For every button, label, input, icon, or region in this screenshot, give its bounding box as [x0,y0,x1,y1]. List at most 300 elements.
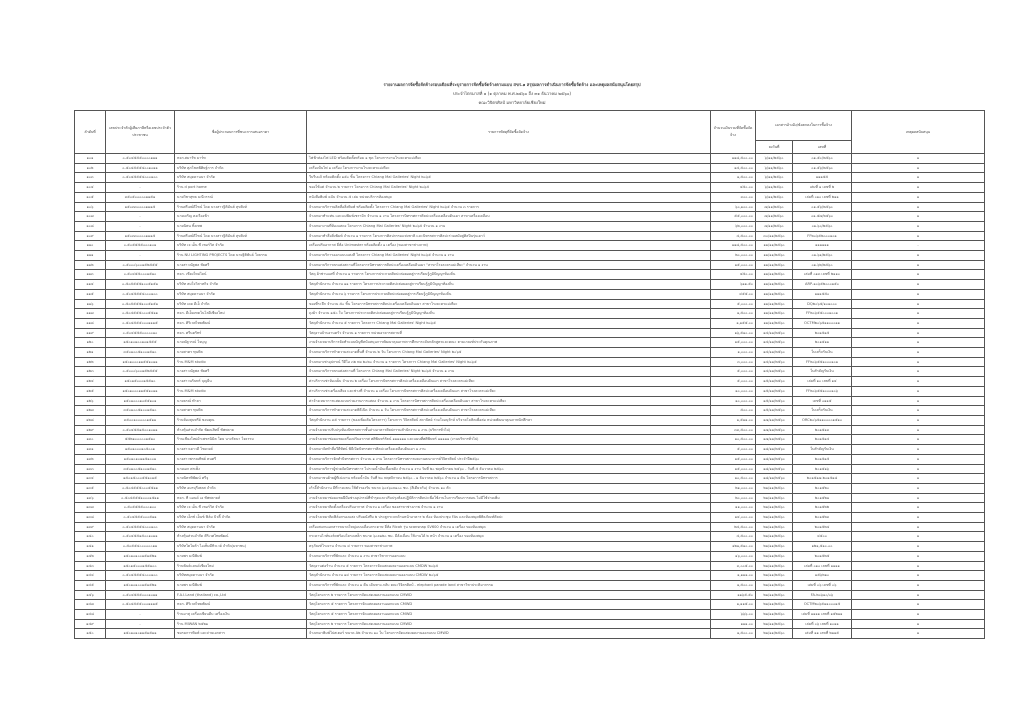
row-items: จ้างเหมาบริการออกแบบแสงสี โครงการ Chiang Mai Galleries' Night ๒๐๖๕ จำนวน ๑ งาน [307,251,711,261]
row-vendor: F.A.I.Land (thailand) co.,Ltd [175,590,307,600]
row-vendor: หจก. ศรีนคริทร์ [175,328,307,338]
row-amount: ๑,๐๐๐.๐๐ [711,348,756,358]
row-date: ๒๑/๑๑/๒๕๖๐ [756,580,793,590]
row-seq: ๑๓๗ [75,503,106,513]
row-vendor: นายพร มณีพิมพ์ [175,551,307,561]
table-row [75,610,985,620]
row-seq: ๑๒๓ [75,367,106,377]
row-seq: ๑๑๑ [75,251,106,261]
table-row [75,474,985,484]
row-reason: ๑ [852,357,985,367]
row-seq: ๑๓๖ [75,493,106,503]
row-items: ไฟฟ้าส่องไฟ LED พร้อมติดตั้งพร้อม ๑ ชุด โครงการงานโรงละครแม่เหียะ [307,154,711,164]
report-title-block [0,80,1024,107]
row-amount: ๓,๐๐๕.๐๐ [711,561,756,571]
row-items: วัสดุสำนักงาน ๓๕ รายการ (ของเพิ่มเติมโครงการ) โครงการ วิจิตรศิลป์ สถาปัตย์ ร่วมใจอนุรักษ์ บริจาคโลหิตเพื่อต่อ หน่วยพัฒนาคุณภาพนักศึกษา [307,415,711,425]
row-items: จ้างเหมาบริการผู้ช่วยจัดนิทรรศการ ไม่รวมน้ำมันเชื้อเพลิง จำนวน ๑ งาน วันที่ ๒๐ พฤศจิกายน ๒๕๖๐ - วันที่ ๕ ธันวาคม ๒๕๖๐ [307,464,711,474]
row-date: ๑๕/๑๑/๒๕๖๐ [756,377,793,387]
row-number: เล่มที่ ๐๖ เลขที่ ๐๖ [793,580,852,590]
report-period: ประจำไตรมาสที่ ๑ (๑ ตุลาคม พ.ศ.๒๕๖๐ ถึง ๓๑ ธันวาคม ๒๕๖๐) [452,91,572,96]
table-row [75,280,985,290]
row-reason: ๑ [852,231,985,241]
row-amount: ๖๖๖.๐๐ [711,610,756,620]
row-number: ๒๐๑๕๑๔ [793,435,852,445]
row-reason: ๑ [852,513,985,523]
row-items: ค่าบริการเช่าห้องเย็บ จำนวน ๒ เครื่อง โครงการนิทรรศการศิลปะเครื่องเคลือบดินเผา สาขาโรงละครแม่เหียะ [307,377,711,387]
row-items: จ้างเหมาบริการจัดทำนิทรรศการ จำนวน ๑ งาน โครงการนิทรรศการผลงานคณาจารย์วิจิตรศิลป์ ประจำปี๒๕๖๐ [307,454,711,464]
row-items: วีบรีบแจ้ พร้อมติดตั้ง ๑๕๐ ชิ้น โครงการ Chiang Mai Galleries' Night ๒๐๖๕ [307,173,711,183]
row-seq: ๑๐๘ [75,221,106,231]
row-reason: ๑ [852,318,985,328]
row-number: เล่มที่ ๐๖ เลขที่ ๑๐๑๑ [793,619,852,629]
row-items: จ้างเหมาทำสื่อสิ่งพิมพ์ จำนวน ๑ รายการ โครงการศิลปกรรมแห่งชาติ และนิทรรศการศิลปะร่วมสมัยสู่ศิลปินรุ่นเยาว์ [307,231,711,241]
row-amount: ๑,๕๐๐.๐๐ [711,173,756,183]
row-number: ใบเสร็จรับเงิน [793,348,852,358]
row-reason: ๑ [852,386,985,396]
row-vendor: นายธรณ์ ทำลา [175,396,307,406]
row-number: ๑๑๑๕๕ [793,173,852,183]
row-seq: ๑๔๖ [75,590,106,600]
row-date: ๑๑/๑๑/๒๕๖๐ [756,280,793,290]
row-tax-id: ๐-๕๐๕๕๕๕๐๐๐๑๐๑ [106,241,175,251]
row-vendor: หจก. ศิริเวศไทยพัฒน์ [175,318,307,328]
table-row [75,551,985,561]
row-amount: ๑,๕๑๑.๐๐ [711,415,756,425]
row-number: ๒๐๑๕๑๑ [793,338,852,348]
table-row [75,454,985,464]
row-tax-id: ๐-๕๐๔๕๕๕๔๐๐๐๑๐๐ [106,289,175,299]
row-reason: ๑ [852,367,985,377]
row-seq: ๑๐๑ [75,154,106,164]
header-items: รายการพัสดุที่จัดซื้อจัดจ้าง [307,111,711,154]
row-reason: ๑ [852,493,985,503]
table-row [75,406,985,416]
row-reason: ๑ [852,260,985,270]
report-title: รายงานผลการจัดซื้อจัดจ้างรอบเดือนที่ระบุรายการจัดซื้อจัดจ้างตามแบบ สขร.๑ สรุปผลการดำเนินการจัดซื้อจัดจ้าง และเหตุผลสนับสนุนโดยสรุป [383,82,641,87]
row-seq: ๑๐๔ [75,183,106,193]
row-number: FF๒๐๖๕๒๐๐๐๑๐๑ [793,231,852,241]
row-vendor: ร้าน NU LIGHTING PROJECTS โดย นายฐิติพันธ์ ใจธรรม [175,251,307,261]
row-date: ๗/๑๑/๒๕๖๐ [756,221,793,231]
row-tax-id: ๑๕๐๑๕๐๐๐๑๕๕๑๐ [106,377,175,387]
table-row [75,532,985,542]
row-date: ๑๕/๑๑/๒๕๖๐ [756,406,793,416]
row-items: วัสดุสำนักงาน จำนวน ๑๑ รายการ โครงการประกวดศิลปะต่อยอดสู่การเรียนรู้ภูมิปัญญาท้องถิ่น [307,280,711,290]
row-seq: ๑๒๐ [75,338,106,348]
row-reason: ๑ [852,454,985,464]
row-items: จ้างเหมาพิมพ์โปสเตอร์ ขนาด A๒ จำนวน ๑๐ ใบ โครงการจัดแสดงผลงานออกแบบ CMWD [307,629,711,639]
row-vendor: นางสาวณัฐพล ชัยศรี [175,367,307,377]
table-row [75,241,985,251]
row-date: ๖/๑๑/๒๕๖๐ [756,163,793,173]
row-date: ๑๘/๑๑/๒๕๖๐ [756,454,793,464]
row-seq: ๑๓๙ [75,522,106,532]
row-vendor: นายสาคร ทุนพิล [175,406,307,416]
row-number: DQ๒๐๖๕/๑๐๑๐๐๐ [793,299,852,309]
row-tax-id: - [106,183,175,193]
table-row [75,590,985,600]
row-seq: ๑๓๔ [75,474,106,484]
row-date: ๖/๑๑/๒๕๖๐ [756,154,793,164]
row-vendor: ห้างหุ้นส่วนจำกัด ศิริเวศไทยพัฒน์ [175,532,307,542]
row-amount: ๑๒๑,๕๑๐.๐๐ [711,542,756,552]
row-date: ๓๐/๑๑/๒๕๖๐ [756,231,793,241]
row-number: ๒๐๑๕๒๐ [793,483,852,493]
table-row [75,154,985,164]
row-tax-id: ๕๕๒๑๐๐๐๐๐๑๕๑๐ [106,435,175,445]
table-row [75,212,985,222]
row-amount: ๕,๐๐๐.๐๐ [711,377,756,387]
table-row [75,445,985,455]
row-seq: ๑๐๖ [75,202,106,212]
row-items: งานจ้างเหมาซ่อมแซมฝีมือช่างอุปกรณ์ที่ชำรุดและปรับปรุงห้องปฏิบัติการศิลปะเพื่อใช้งานในการเรียนการสอน ไม่มีใช้จ่ายเพิ่ม [307,493,711,503]
row-seq: ๑๔๒ [75,551,106,561]
header-seq: ลำดับที่ [75,111,106,154]
row-amount: ๕๕,๐๐๐.๐๐ [711,212,756,222]
row-items: จ้างเหมาบริการทำความสะอาดพื้นที่ จำนวน ๒ วัน โครงการ Chiang Mai Galleries' Night ๒๐๖๕ [307,348,711,358]
row-vendor: นายพร มณีพิมพ์ [175,580,307,590]
row-tax-id: ๐-๕๐๔๕๕๐๐๐๑๕๑๐ [106,270,175,280]
row-number: ๒๐๑๕๑๕ [793,328,852,338]
row-seq: ๑๒๘ [75,415,106,425]
row-amount: ๒๑,๐๐๐.๐๐ [711,483,756,493]
row-number: เล่มที่ ๐๑๓ เลขที่ ๒๑๑๐ [793,270,852,280]
procurement-table [74,110,985,639]
table-row [75,221,985,231]
row-number: FA-๒๐๖๑๐/๐๖ [793,590,852,600]
row-vendor: นางสาวณัฐพล ชัยศรี [175,260,307,270]
row-amount: ๓๐๐.๐๐ [711,192,756,202]
table-row [75,483,985,493]
row-date: ๒๑/๑๑/๒๕๖๐ [756,483,793,493]
row-amount: ๑,๕๐๐.๐๐ [711,580,756,590]
table-row [75,435,985,445]
row-vendor: ร้านเชียงใหม่ผ้าเพชรนิมิต โดย นางรัตนา ใจธรรม [175,435,307,445]
row-vendor: นายนิตรพิพัฒน์ ศรีจุ [175,474,307,484]
table-row [75,163,985,173]
row-items: กระดานไวท์บอร์ดพร้อมโครงเหล็ก ขนาด ๖๐x๑๒๐ ซม. มีล้อเลื่อน ใช้งานได้ ๒ หน้า จำนวน ๑ เครื่อง ของห้องสมุด [307,532,711,542]
row-amount: ๑๑,๐๐๐.๐๐ [711,503,756,513]
row-reason: ๑ [852,464,985,474]
row-amount: ๑๑๘,๕๐๐.๐๐ [711,154,756,164]
row-tax-id: ๐-๕๐๔๕๕๕๐๐๐๕๕๑๑ [106,309,175,319]
row-date: ๒๑/๑๑/๒๕๖๐ [756,532,793,542]
row-seq: ๑๑๓ [75,270,106,280]
row-number: FF๒๐๖๕๕๑๐๐๐๑๐๖ [793,386,852,396]
row-date: ๒๑/๑๑/๒๕๖๐ [756,513,793,523]
row-seq: ๑๑๕ [75,289,106,299]
row-vendor: บริษัทสมุดดานนา จำกัด [175,571,307,581]
row-number: ๒๐๑๕๒๔ [793,522,852,532]
row-items: จ้างเหมาจัดทำสื่อวีดีทัศน์ พิธีเปิดนิทรรศการศิลปะเครื่องเคลือบดินเผา ๑ งาน [307,445,711,455]
row-reason: ๑ [852,221,985,231]
table-row [75,260,985,270]
row-tax-id: ๓๕๐๑๐๐๕๑๐๐๑๕๑๐ [106,406,175,416]
row-date: ๒๑/๑๑/๒๕๖๐ [756,610,793,620]
table-row [75,318,985,328]
row-seq: ๑๒๔ [75,377,106,387]
row-vendor: ร้านห้องสุนทรีย์ ขอบคุณ [175,415,307,425]
row-date: ๖/๑๑/๒๕๖๐ [756,192,793,202]
header-number: เลขที่ [793,141,852,154]
row-amount: ๔๕๕.๐๐ [711,289,756,299]
row-items: ของใช้แต่ จำนวน ๒ รายการ โครงการ Chiang Mai Galleries' Night ๒๐๖๕ [307,183,711,193]
row-vendor: หจก.สมารัช มาร์ท [175,154,307,164]
row-items: ครุภัณฑ์โรงงาน จำนวน ๔ รายการ ของสาขาช่างภาพ [307,542,711,552]
row-tax-id: ๑๕๐๑๐๑๐๐๑๕๑๕๒๑ [106,551,175,561]
row-number: ORC๒๐๖๕๑๑๐๐๐๐๑๕๑๐ [793,415,852,425]
row-reason: ๑ [852,163,985,173]
row-reason: ๑ [852,483,985,493]
row-date: ๒๑/๑๑/๒๕๖๐ [756,503,793,513]
row-tax-id: - [106,251,175,261]
row-amount: ๑๕,๐๐๐.๐๐ [711,260,756,270]
row-amount: ๑๕,๐๐๐.๐๐ [711,338,756,348]
row-items: ของที่ระลึก จำนวน ๕๐ ชิ้น โครงการนิทรรศการศิลปะเครื่องเคลือบดินเผา สาขาโรงละครแม่เหียะ [307,299,711,309]
row-amount: ๕,๐๐๐.๐๐ [711,445,756,455]
row-seq: ๑๑๖ [75,299,106,309]
row-amount: ๔๕๐.๐๐ [711,270,756,280]
row-reason: ๑ [852,619,985,629]
row-date: ๑๗/๑๑/๒๕๖๐ [756,425,793,435]
row-vendor: นางสาวพรรณทิพย์ ตนศรี [175,454,307,464]
row-number: ๒๐๑๕๒๑ [793,493,852,503]
row-reason: ๑ [852,289,985,299]
row-tax-id: ๓๕๐๕๐๐๐๐๐๑๑๕๑ [106,192,175,202]
row-items: จ้างเหมาบริการตกแต่งสถานที่โครงการนิทรรศการศิลปะเครื่องเคลือบดินเผา "สาขาโรงละครแม่เหียะ" จำนวน ๑ งาน [307,260,711,270]
row-items: เครื่องสแกนเอกสารขนาดใหญ่แบบเลื่อนกระดาษ ยี่ห้อ Ricoh รุ่น scansnap SV600 จำนวน ๑ เครื่อง ของห้องสมุด [307,522,711,532]
row-vendor: บริษัท สมุดดานนา จำกัด [175,289,307,299]
row-amount: ๑๔,๕๐๐.๐๐ [711,163,756,173]
row-number: ใบสำคัญรับเงิน [793,367,852,377]
row-date: ๑๔/๑๑/๒๕๖๐ [756,338,793,348]
row-tax-id: - [106,610,175,620]
row-items: วัสดุงานบ้านงานครัว จำนวน ๑ รายการ หน่วยอาคารสถานที่ [307,328,711,338]
row-date: ๑๑/๑๑/๒๕๖๐ [756,318,793,328]
table-row [75,338,985,348]
row-reason: ๑ [852,610,985,620]
row-amount: ๑๕,๐๐๐.๐๐ [711,454,756,464]
row-vendor: บริษัท เจ เอ็น ซี เซอร์วิส จำกัด [175,503,307,513]
row-items: วัสดุสำนักงาน จำนวน ๖ รายการ โครงการประกวดศิลปะต่อยอดสู่การเรียนรู้ภูมิปัญญาท้องถิ่น [307,289,711,299]
row-seq: ๑๒๗ [75,406,106,416]
row-items: ค่าบริการเช่าเครื่องเสียง และช่างที่ จำนวน ๑ เครื่อง โครงการนิทรรศการศิลปะเครื่องเคลือบดินเผา สาขาโรงละครแม่เหียะ [307,386,711,396]
row-items: จ้างเหมาบริการที่พักและ จำนวน ๑ คืน เดินทาง-กลับ คณะวิจิตรศิลป์ - elephant parade land สาขาวิชาประติมากรรม [307,580,711,590]
row-reason: - [852,241,985,251]
row-items: งานจ้างเหมาบริการจัดทำแบบบัญชีสนับสนุนการพัฒนาคุณภาพการศึกษาระดับหลักสูตรและคณะ ตามเกณฑ์ประกันคุณภาพ [307,338,711,348]
table-row [75,522,985,532]
row-tax-id: ๑๕๐๑๐๑๐๐๑๕๑๕๒๑ [106,580,175,590]
row-items: วัสดุโครงการ ๕ รายการ โครงการจัดแสดงผลงานออกแบบ CMWD [307,600,711,610]
table-row [75,415,985,425]
row-amount: ๒๐,๐๐๐.๐๐ [711,251,756,261]
row-date: ๒๑/๑๑/๒๕๖๐ [756,493,793,503]
row-number: ๒๐๑๕๑๗-๒๐๑๕๑๘ [793,474,852,484]
row-tax-id: ๓๕๐๑๐๐๕๑๐๐๑๕๑๐ [106,464,175,474]
row-reason: ๑ [852,183,985,193]
row-seq: ๑๒๖ [75,396,106,406]
row-number: เล่มที่ ๐๑๐ เลขที่ ๑๑๑๑ [793,561,852,571]
row-seq: ๑๔๘ [75,610,106,620]
row-number: เล่มที่ ๐๑๐ เลขที่ ๒๑๑ [793,192,852,202]
row-amount: ๒๐,๐๐๐.๐๐ [711,493,756,503]
row-date: ๒๑/๑๑/๒๕๖๐ [756,561,793,571]
row-seq: ๑๒๕ [75,386,106,396]
header-reason: เหตุผลสนับสนุน [852,111,985,154]
row-number: ๑๑๑๕๕๐ [793,289,852,299]
row-number: ๑๒๑,๕๑๐.๐๐ [793,542,852,552]
row-date: ๑๕/๑๑/๒๕๖๐ [756,396,793,406]
row-amount: ๖๒,๐๐๐.๐๐ [711,221,756,231]
row-date: ๑๑/๑๑/๒๕๖๐ [756,270,793,280]
table-row [75,619,985,629]
table-row [75,270,985,280]
table-row [75,183,985,193]
row-amount: ๑๐,๕๐๐.๐๐ [711,435,756,445]
table-row [75,173,985,183]
row-tax-id: ๐-๕๐๕๕๕๕๑๐๐๕๑๕๑ [106,299,175,309]
row-items: จ้างเหมาบริการตกแต่งสถานที่ โครงการ Chiang Mai Galleries' Night ๒๐๖๕ จำนวน ๑ งาน [307,367,711,377]
row-amount: ๖๑๑.๕๐ [711,280,756,290]
table-row [75,202,985,212]
row-tax-id: ๐-๕๐๔๕๕๑๕๐๐๑๐๑๑ [106,532,175,542]
row-vendor: ร้าน M&M studio [175,357,307,367]
table-row [75,571,985,581]
row-items: งานจ้างเหมาติดฟิล์มกรองแสง ปรับผนังทึบ ๒ ประตูกระจกด้านหน้าอาคาร ๒ ห้อง ห้องประชุม FAs และห้องสมุดพิพิธภัณฑ์ศิลปะ [307,513,711,523]
row-date: ๑๔/๑๑/๒๕๖๐ [756,328,793,338]
row-amount: ๑,๑๑๕.๐๐ [711,600,756,610]
row-seq: ๑๑๒ [75,260,106,270]
table-row [75,386,985,396]
row-reason: ๑ [852,435,985,445]
row-amount: ๔,๕๐๐.๐๐ [711,231,756,241]
row-tax-id: ๓๕๐๐๑๐๐๐๐๐๑๕๑๑ [106,415,175,425]
row-seq: ๑๔๕ [75,580,106,590]
row-amount: ๑๕,๐๐๐.๐๐ [711,464,756,474]
table-row [75,299,985,309]
row-tax-id: ๐-๕๐๐๐๖๐๐๑๕๒๕๕๕ [106,367,175,377]
header-reference-group: เอกสารอ้างอิง/ข้อตกลงในการซื้อจ้าง [756,111,852,141]
row-reason: ๑ [852,154,985,164]
row-items: วัสดุโครงการ ๒ รายการ โครงการจัดแสดงผลงานออกแบบ CMWD [307,590,711,600]
row-amount: ๑๑๑.๐๐ [711,619,756,629]
row-vendor: บริษัท สมใจวิสาหกิจ จำกัด [175,280,307,290]
row-tax-id: ๑๕๐๓๓๐๐๐๐๑๑๑๕ [106,231,175,241]
table-row [75,561,985,571]
row-number: ๐๑.๖๐/๒๕๖๐ [793,221,852,231]
row-tax-id: ๑๕๐๓๓๐๐๐๐๑๑๑๕ [106,202,175,212]
table-row [75,513,985,523]
row-date: ๑๑/๑๑/๒๕๖๐ [756,241,793,251]
row-items: จ้างเหมาบริการผลิตสื่อสิ่งพิมพ์ พร้อมติดตั้ง โครงการ Chiang Mai Galleries' Night ๒๐๖๕ จำนวน ๓ รายการ [307,202,711,212]
row-tax-id: - [106,619,175,629]
row-vendor: หจก. ดีเอ็มเทคโนโลยีเชียงใหม่ [175,309,307,319]
row-date: ๑๑/๑๑/๒๕๖๐ [756,309,793,319]
table-row [75,600,985,610]
row-vendor: นายณัฐวรณ์ ใจบุญ [175,338,307,348]
row-seq: ๑๓๕ [75,483,106,493]
row-reason: ๑ [852,280,985,290]
row-number: FF๒๐๖๕๕๑๐๐๐๑๐๑ [793,357,852,367]
row-seq: ๑๔๑ [75,542,106,552]
row-items: งานจ้างเหมาติดตั้งเครื่องปรับอากาศ จำนวน ๑ เครื่อง ของสาขาช่างภาพ จำนวน ๑ งาน [307,503,711,513]
header-date: ลงวันที่ [756,141,793,154]
row-seq: ๑๔๐ [75,532,106,542]
row-number: เลขที่ ๐๑๑๕ [793,396,852,406]
table-row [75,357,985,367]
row-vendor: บริษัท สมุดดานนา จำกัด [175,173,307,183]
row-vendor: หจก. ศิริเวศไทยพัฒน์ [175,600,307,610]
table-row [75,503,985,513]
row-seq: ๑๔๗ [75,600,106,610]
row-seq: ๑๓๒ [75,454,106,464]
row-vendor: นายนิพน ทิ้งเทพ [175,221,307,231]
row-reason: ๑ [852,377,985,387]
row-number: ๑๑๑๑๑๑ [793,241,852,251]
row-vendor: นายเอก ศรเพ็ง [175,464,307,474]
row-tax-id: ๐-๕๐๔๕๕๕๐๐๐๐๑๑๑ [106,154,175,164]
row-number: ๐๑.๖๑/๒๕๖๐ [793,251,852,261]
row-vendor: ห้างหุ้นส่วนจำกัด พัฒนสิทธิ์ ซัพพลาย [175,425,307,435]
row-vendor: หจก. ที แอนด์ เอ ซัพพลายส์ [175,493,307,503]
row-items: งานจ้างเหมาซ่อมแซมเครื่องปรับอากาศ ศศิพินทร์รัตน์ ๑๑๑๑๑๑ และแผนที่ศศิพินทร์ ๑๑๑๑๑ (งานบริหารทั่วไป) [307,435,711,445]
row-amount: ๑,๑๕๕.๐๐ [711,318,756,328]
row-amount: ๔๕๐.๐๐ [711,183,756,193]
row-reason: ๑ [852,522,985,532]
row-vendor: บริษัท เจ เอ็น ซี เซอร์วิส จำกัด [175,241,307,251]
row-seq: ๑๓๑ [75,445,106,455]
row-items: ถุงผ้า จำนวน ๑๕๐ ใบ โครงการประกวดศิลปะต่อยอดสู่การเรียนรู้ภูมิปัญญาท้องถิ่น [307,309,711,319]
row-tax-id: ๐-๕๐๔๕๕๕๔๐๐๐๑๐๐ [106,571,175,581]
row-vendor: ชมรมการพิมพ์ และถ่ายเอกสาร [175,629,307,639]
row-date: ๒๑/๑๑/๒๕๖๐ [756,619,793,629]
row-number: เล่มที่ ๑ เลขที่ ๒ [793,183,852,193]
row-amount: ๒๔,๕๐๐.๐๐ [711,522,756,532]
row-number: ๑๕๖๒๑๐ [793,571,852,581]
row-number: ๒๐๑๕๑๕ [793,454,852,464]
row-number: ๒๐๑๕๑๖ [793,464,852,474]
row-reason: ๑ [852,561,985,571]
row-date: ๗/๑๑/๒๕๖๐ [756,202,793,212]
table-row [75,464,985,474]
row-amount: ๑๔,๐๐๐.๐๐ [711,513,756,523]
row-items: เครื่องปั่นไฟ ๑ เครื่อง โครงการงานโรงละครแม่เหียะ [307,163,711,173]
row-tax-id: ๑๕๐๑๐๐๐๑๐๕๕๑๐๑ [106,396,175,406]
row-tax-id: ๐-๕๐๔๕๕๕๐๐๐๑๑๑๕ [106,318,175,328]
row-seq: ๑๕๐ [75,629,106,639]
row-items: ค่าจ้างเหมาการแสดงแบบร่วมงานการแสดง จำนวน ๑ งาน โครงการนิทรรศการศิลปะเครื่องเคลือบดินเผา สาขาโรงละครแม่เหียะ [307,396,711,406]
row-tax-id: ๐-๕๐๕๕๕๕๑๐๐๕๑๕๑ [106,280,175,290]
row-number: เล่มที่ ๑๑๑๑ เลขที่ ๑๕๒๑๑ [793,610,852,620]
row-items: งานจ้างเหมาปรับปรุงห้องนิทรรศการชั้นล่างอาคารศิลปกรรมสำนักงาน ๑ งาน (บริหารทั่วไป) [307,425,711,435]
row-seq: ๑๓๐ [75,435,106,445]
table-row [75,251,985,261]
table-row [75,629,985,639]
row-reason: ๑ [852,590,985,600]
table-row [75,192,985,202]
row-number: ๐๑.๖๒/๒๕๖๐ [793,260,852,270]
row-date: ๒๑/๑๑/๒๕๖๐ [756,571,793,581]
row-number: FF๒๐๖๕๕๐๐๐๑๐๐๑ [793,309,852,319]
row-amount: ๕,๐๐๐.๐๐ [711,367,756,377]
row-seq: ๑๑๔ [75,280,106,290]
row-tax-id: ๐-๕๐๔๕๕๕๑๐๐๐๑๕๑๑ [106,493,175,503]
row-vendor: ร้าน MIWAN ๒๕๒๑ [175,619,307,629]
row-items: จ้างเหมาทำแท่น และแม่พิมพ์เซรามิก จำนวน ๑ งาน โครงการนิทรรศการศิลปะเครื่องเคลือบดินเผา สาขาเครื่องเคลือบ [307,212,711,222]
row-number: ๐๑.๕๗/๒๕๖๐ [793,212,852,222]
row-vendor: บริษัท ศุภโชคพิศิษฐ์การ จำกัด [175,163,307,173]
row-date: ๒๑/๑๑/๒๕๖๐ [756,600,793,610]
